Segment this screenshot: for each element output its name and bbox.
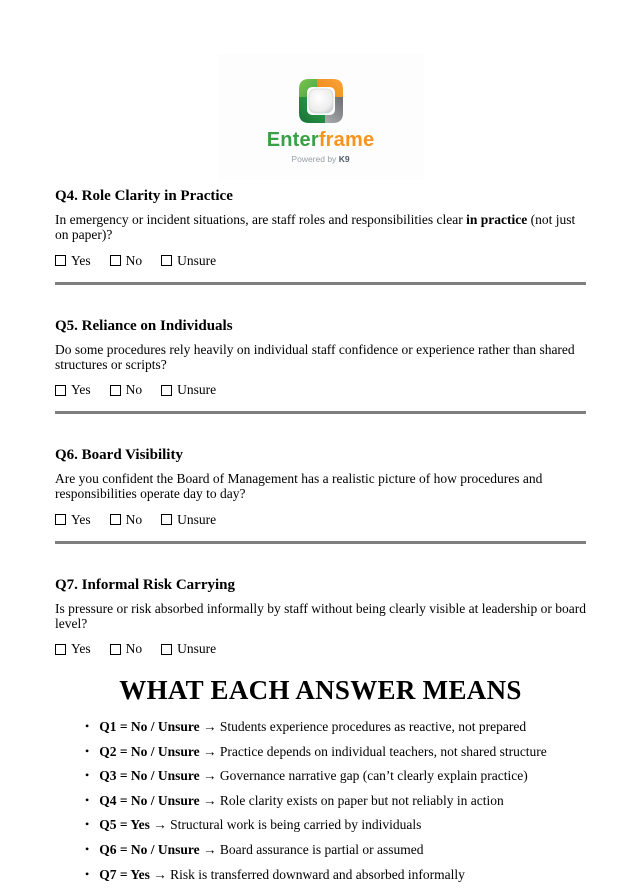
brand-name <box>218 129 424 152</box>
checkbox-label: Yes <box>71 252 91 268</box>
question-text <box>55 601 586 632</box>
checkbox-option-no[interactable] <box>110 641 143 657</box>
question-heading: Q6. Board Visibility <box>55 447 183 463</box>
answer-item <box>85 793 586 809</box>
section-divider <box>55 282 586 285</box>
checkbox-icon[interactable] <box>161 255 172 266</box>
question-heading: Q5. Reliance on Individuals <box>55 317 233 334</box>
checkbox-label: Unsure <box>177 252 217 268</box>
checkbox-icon[interactable] <box>161 385 172 396</box>
answer-item <box>85 817 586 833</box>
bullet-icon: • <box>85 841 90 856</box>
answer-condition: Q5 = Yes <box>99 817 150 833</box>
checkbox-label: No <box>125 252 143 268</box>
answer-condition: Q2 = No / Unsure <box>99 743 200 759</box>
checkbox-option-no[interactable] <box>110 382 143 398</box>
question-section-q6 <box>55 446 586 544</box>
question-text <box>55 471 586 502</box>
answers-title: WHAT EACH ANSWER MEANS <box>119 675 522 705</box>
answer-item <box>85 744 586 760</box>
brand-name-frame: frame <box>318 129 375 151</box>
checkbox-label: No <box>125 511 143 527</box>
question-text-pre: Are you confident the Board of Management has a realistic picture of how procedures and responsibilities operate day to day? <box>55 471 543 502</box>
answer-item <box>85 768 586 784</box>
question-text-bold: in practice <box>466 212 528 227</box>
logo-header <box>0 0 641 180</box>
answer-meaning: → Governance narrative gap (can’t clearly explain practice) <box>203 768 528 784</box>
powered-by-text: Powered by <box>291 154 337 164</box>
answer-options <box>55 512 586 528</box>
question-text <box>55 212 586 243</box>
bullet-icon: • <box>85 792 90 807</box>
powered-by-brand: K9 <box>338 154 350 164</box>
checkbox-option-unsure[interactable] <box>161 512 216 528</box>
logo-block <box>218 54 424 180</box>
answer-options <box>55 382 586 398</box>
checkbox-icon[interactable] <box>161 514 172 525</box>
checkbox-icon[interactable] <box>55 385 66 396</box>
answer-options <box>55 641 586 657</box>
section-divider <box>55 411 586 414</box>
checkbox-option-unsure[interactable] <box>161 382 216 398</box>
checkbox-option-yes[interactable] <box>55 641 91 657</box>
answer-condition: Q7 = Yes <box>99 866 150 882</box>
answer-meaning: → Role clarity exists on paper but not reliably in action <box>203 792 504 808</box>
bullet-icon: • <box>85 817 90 832</box>
answer-meaning: → Practice depends on individual teachers, not shared structure <box>203 743 547 759</box>
bullet-icon: • <box>85 768 90 783</box>
checkbox-icon[interactable] <box>55 255 66 266</box>
bullet-icon: • <box>85 719 90 733</box>
answer-meaning: → Risk is transferred downward and absorbed informally <box>153 866 465 882</box>
answer-condition: Q3 = No / Unsure <box>99 768 200 784</box>
checkbox-label: No <box>125 382 143 397</box>
checkbox-label: Unsure <box>177 511 217 527</box>
answer-condition: Q1 = No / Unsure <box>99 719 200 734</box>
checkbox-label: No <box>125 641 143 656</box>
answer-item <box>85 867 586 883</box>
answer-meaning: → Structural work is being carried by individuals <box>153 817 422 833</box>
question-section-q5 <box>55 317 586 415</box>
brand-name-enter: Enter <box>266 129 319 151</box>
question-text <box>55 342 586 373</box>
question-text-pre: Is pressure or risk absorbed informally by staff without being clearly visible at leadership or board level? <box>55 600 586 631</box>
checkbox-label: Unsure <box>177 382 217 397</box>
checkbox-icon[interactable] <box>110 644 121 655</box>
answer-meaning: → Students experience procedures as reactive, not prepared <box>203 719 527 734</box>
question-text-pre: Do some procedures rely heavily on individual staff confidence or experience rather than shared structures or scripts? <box>55 341 575 372</box>
document-content <box>55 187 586 882</box>
checkbox-icon[interactable] <box>110 385 121 396</box>
checkbox-label: Yes <box>71 641 91 656</box>
enterframe-logo-icon <box>218 76 424 126</box>
answer-meaning: → Board assurance is partial or assumed <box>203 841 424 857</box>
answer-condition: Q4 = No / Unsure <box>99 792 200 808</box>
answer-options <box>55 253 586 269</box>
checkbox-option-unsure[interactable] <box>161 253 216 269</box>
section-divider <box>55 541 586 544</box>
answer-item <box>85 842 586 858</box>
checkbox-icon[interactable] <box>55 644 66 655</box>
checkbox-option-yes[interactable] <box>55 512 91 528</box>
checkbox-icon[interactable] <box>110 255 121 266</box>
checkbox-label: Unsure <box>177 641 217 656</box>
checkbox-option-no[interactable] <box>110 512 143 528</box>
checkbox-option-yes[interactable] <box>55 253 91 269</box>
bullet-icon: • <box>85 743 90 758</box>
question-heading: Q4. Role Clarity in Practice <box>55 188 233 204</box>
powered-by-tagline <box>218 154 424 164</box>
checkbox-icon[interactable] <box>161 644 172 655</box>
question-text-pre: In emergency or incident situations, are staff roles and responsibilities clear <box>55 212 467 227</box>
checkbox-option-yes[interactable] <box>55 382 91 398</box>
answers-list <box>85 719 586 882</box>
question-section-q7 <box>55 576 586 658</box>
checkbox-label: Yes <box>71 382 91 397</box>
question-text-post: (not just on paper)? <box>55 212 576 243</box>
answer-item <box>85 719 586 735</box>
question-heading: Q7. Informal Risk Carrying <box>55 576 235 593</box>
answer-condition: Q6 = No / Unsure <box>99 841 200 857</box>
checkbox-label: Yes <box>71 511 91 527</box>
checkbox-icon[interactable] <box>55 514 66 525</box>
checkbox-option-unsure[interactable] <box>161 641 216 657</box>
bullet-icon: • <box>85 866 90 881</box>
checkbox-icon[interactable] <box>110 514 121 525</box>
checkbox-option-no[interactable] <box>110 253 143 269</box>
question-section-q4 <box>55 187 586 285</box>
